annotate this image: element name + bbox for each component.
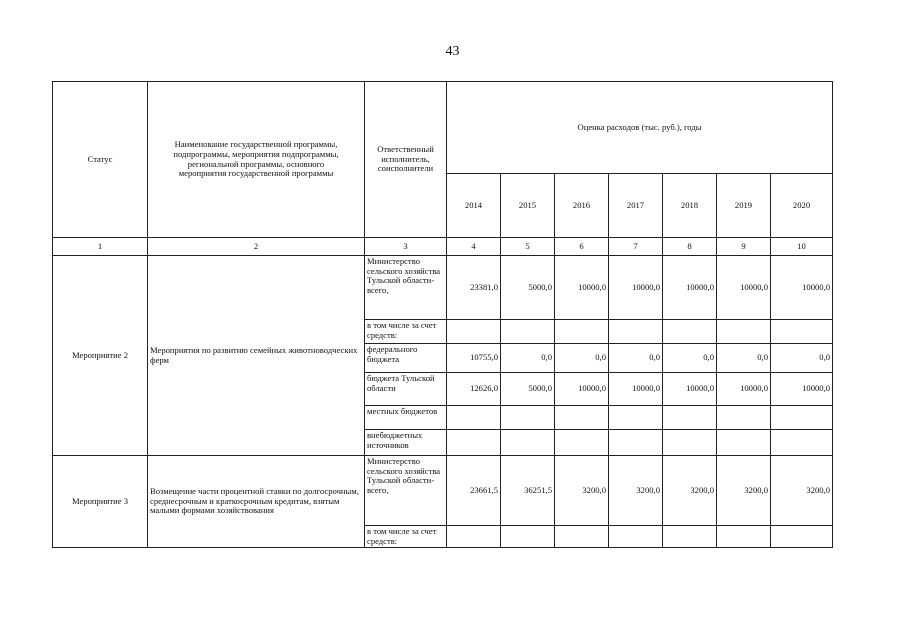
- amount-cell: 10000,0: [717, 373, 771, 406]
- amount-cell: 10755,0: [447, 344, 501, 373]
- amount-cell: [447, 430, 501, 456]
- header-responsible: Ответственный исполнитель, соисполнители: [365, 82, 447, 238]
- funding-source-label: в том числе за счет средств:: [365, 320, 447, 344]
- measure3-status: Мероприятие 3: [53, 456, 148, 548]
- funding-source-label: Министерство сельского хозяйства Тульской области- всего,: [365, 256, 447, 320]
- amount-cell: [555, 406, 609, 430]
- amount-cell: 0,0: [501, 344, 555, 373]
- amount-cell: [501, 320, 555, 344]
- amount-cell: [663, 406, 717, 430]
- amount-cell: 3200,0: [771, 456, 833, 526]
- amount-cell: 10000,0: [609, 256, 663, 320]
- funding-source-label: местных бюджетов: [365, 406, 447, 430]
- amount-cell: 5000,0: [501, 256, 555, 320]
- amount-cell: [555, 430, 609, 456]
- amount-cell: 0,0: [555, 344, 609, 373]
- amount-cell: [609, 320, 663, 344]
- amount-cell: [663, 320, 717, 344]
- measure2-status: Мероприятие 2: [53, 256, 148, 456]
- header-costs: Оценка расходов (тыс. руб.), годы: [447, 82, 833, 174]
- amount-cell: [609, 430, 663, 456]
- year-cell: 2020: [771, 174, 833, 238]
- amount-cell: [501, 430, 555, 456]
- column-number: 5: [501, 238, 555, 256]
- amount-cell: 10000,0: [771, 373, 833, 406]
- measure2-row: [53, 256, 833, 320]
- amount-cell: 0,0: [609, 344, 663, 373]
- header-status: Статус: [53, 82, 148, 238]
- measure3-name: Возмещение части процентной ставки по долгосрочным, среднесрочным и краткосрочным кредитам, взятым малыми формами хозяйствования: [148, 456, 365, 548]
- funding-source-label: внебюджетных источников: [365, 430, 447, 456]
- amount-cell: 0,0: [717, 344, 771, 373]
- amount-cell: [609, 526, 663, 548]
- measure2-name: Мероприятия по развитию семейных животноводческих ферм: [148, 256, 365, 456]
- amount-cell: [717, 406, 771, 430]
- amount-cell: [447, 406, 501, 430]
- amount-cell: [609, 406, 663, 430]
- header-name: Наименование государственной программы, подпрограммы, мероприятия подпрограммы, региональной программы, основного мероприятия государственной программы: [148, 82, 365, 238]
- column-number: 7: [609, 238, 663, 256]
- amount-cell: 10000,0: [663, 256, 717, 320]
- funding-source-label: бюджета Тульской области: [365, 373, 447, 406]
- amount-cell: [501, 406, 555, 430]
- amount-cell: 23661,5: [447, 456, 501, 526]
- amount-cell: 10000,0: [555, 256, 609, 320]
- amount-cell: [663, 526, 717, 548]
- amount-cell: [717, 430, 771, 456]
- amount-cell: [771, 526, 833, 548]
- column-number: 9: [717, 238, 771, 256]
- amount-cell: [717, 526, 771, 548]
- measure3-row: [53, 456, 833, 526]
- amount-cell: 10000,0: [663, 373, 717, 406]
- amount-cell: 5000,0: [501, 373, 555, 406]
- amount-cell: 3200,0: [717, 456, 771, 526]
- budget-table: [52, 81, 833, 548]
- amount-cell: [663, 430, 717, 456]
- year-cell: 2017: [609, 174, 663, 238]
- amount-cell: [447, 526, 501, 548]
- column-number: 2: [148, 238, 365, 256]
- year-cell: 2014: [447, 174, 501, 238]
- amount-cell: 10000,0: [555, 373, 609, 406]
- amount-cell: 3200,0: [555, 456, 609, 526]
- year-cell: 2015: [501, 174, 555, 238]
- column-number: 10: [771, 238, 833, 256]
- amount-cell: 23381,0: [447, 256, 501, 320]
- year-cell: 2019: [717, 174, 771, 238]
- amount-cell: [771, 430, 833, 456]
- funding-source-label: в том числе за счет средств:: [365, 526, 447, 548]
- column-number: 1: [53, 238, 148, 256]
- year-cell: 2016: [555, 174, 609, 238]
- amount-cell: [771, 320, 833, 344]
- amount-cell: 0,0: [663, 344, 717, 373]
- amount-cell: [717, 320, 771, 344]
- year-cell: 2018: [663, 174, 717, 238]
- amount-cell: 3200,0: [609, 456, 663, 526]
- amount-cell: 10000,0: [609, 373, 663, 406]
- column-number: 6: [555, 238, 609, 256]
- amount-cell: 10000,0: [771, 256, 833, 320]
- column-numbers-row: [53, 238, 833, 256]
- amount-cell: [555, 526, 609, 548]
- amount-cell: [771, 406, 833, 430]
- column-number: 8: [663, 238, 717, 256]
- amount-cell: [555, 320, 609, 344]
- amount-cell: 12626,0: [447, 373, 501, 406]
- funding-source-label: федерального бюджета: [365, 344, 447, 373]
- amount-cell: [447, 320, 501, 344]
- amount-cell: [501, 526, 555, 548]
- amount-cell: 36251,5: [501, 456, 555, 526]
- amount-cell: 0,0: [771, 344, 833, 373]
- header-row: [53, 82, 833, 174]
- amount-cell: 10000,0: [717, 256, 771, 320]
- page-number: 43: [445, 44, 460, 59]
- funding-source-label: Министерство сельского хозяйства Тульской области- всего,: [365, 456, 447, 526]
- column-number: 3: [365, 238, 447, 256]
- column-number: 4: [447, 238, 501, 256]
- amount-cell: 3200,0: [663, 456, 717, 526]
